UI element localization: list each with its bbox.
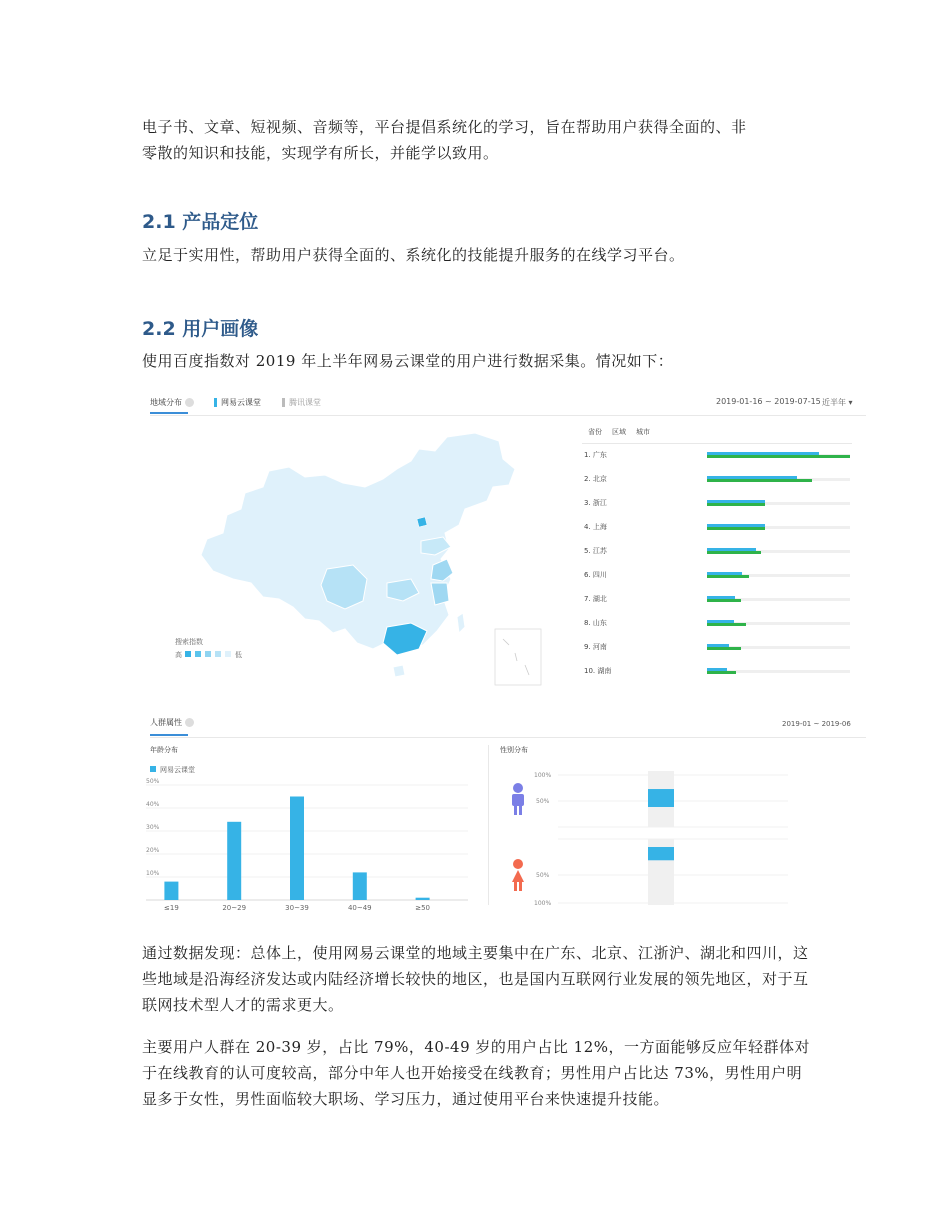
gender-distribution-chart [498,767,808,907]
divider [150,415,866,416]
x-tick-label: 40~49 [347,904,372,912]
legend-swatch [195,651,201,657]
rank-row [582,517,852,537]
rank-label: 7. 湖北 [584,595,607,603]
rank-label: 9. 河南 [584,643,607,651]
section-title-positioning: 2.1 产品定位 [142,211,259,233]
rank-bar-tencent [707,503,765,506]
legend-swatch [215,651,221,657]
rank-label: 8. 山东 [584,619,607,627]
legend-swatch [150,766,156,772]
positioning-text: 立足于实用性，帮助用户获得全面的、系统化的技能提升服务的在线学习平台。 [142,246,685,264]
age-distribution-chart [142,779,472,913]
age-chart-title: 年龄分布 [150,746,178,754]
x-tick-label: ≤19 [164,904,179,912]
intro-line-2: 零散的知识和技能，实现学有所长，并能学以致用。 [142,144,499,162]
age-bar [227,822,241,900]
gender-chart-title: 性别分布 [500,746,528,754]
rank-bar-tencent [707,599,741,602]
rank-tab-province[interactable]: 省份 [588,428,602,436]
help-icon [185,718,194,727]
rank-bar-tencent [707,671,736,674]
tab-crowd-attributes[interactable]: 人群属性 [150,717,194,728]
map-guangdong [383,623,427,655]
rank-row [582,469,852,489]
rank-tab-city[interactable]: 城市 [636,428,650,436]
map-taiwan [457,613,465,633]
date-range: 2019-01-16 ~ 2019-07-15 [716,397,821,406]
rank-bar-tencent [707,623,746,626]
rank-row [582,493,852,513]
map-beijing [417,517,427,527]
map-china-mainland [201,433,515,649]
age-bar [353,872,367,900]
map-hainan [393,665,405,677]
x-tick-label: 30~39 [285,904,309,912]
map-legend-title: 搜索指数 [175,638,203,646]
series-toggle-tencent[interactable]: 腾讯课堂 [282,397,321,408]
y-tick-label: 100% [534,900,552,907]
rank-bar-tencent [707,575,749,578]
persona-text: 使用百度指数对 2019 年上半年网易云课堂的用户进行数据采集。情况如下： [142,352,674,370]
legend-swatch [185,651,191,657]
y-tick-label: 10% [146,870,160,877]
chevron-down-icon: ▾ [848,398,853,407]
male-icon [512,783,524,815]
finding-age-gender: 主要用户人群在 20-39 岁，占比 79%，40-49 岁的用户占比 12%，一方面能够反应年轻群体对于在线教育的认可度较高，部分中年人也开始接受在线教育；男性用户占比达 73%，男性用户明显多于女性，男性面临较大职场、学习压力，通过使用平台来快速提升技能。 [142,1038,811,1108]
y-tick-label: 50% [146,778,160,785]
rank-label: 2. 北京 [584,475,607,483]
region-tab-row [150,393,866,413]
period-select[interactable]: 近半年 ▾ [822,398,853,407]
intro-line-1: 电子书、文章、短视频、音频等，平台提倡系统化的学习，旨在帮助用户获得全面的、非 [142,118,747,136]
rank-row [582,637,852,657]
crowd-date-range: 2019-01 ~ 2019-06 [782,720,851,728]
y-tick-label: 30% [146,824,160,831]
panel-divider [488,745,489,905]
gender-bar-male [648,789,674,807]
rank-label: 4. 上海 [584,523,607,531]
age-bar [164,882,178,900]
finding-region: 通过数据发现：总体上，使用网易云课堂的地域主要集中在广东、北京、江浙沪、湖北和四川，这些地域是沿海经济发达或内陆经济增长较快的地区，也是国内互联网行业发展的领先地区，对于互联网技术型人才的需求更大。 [142,944,809,1014]
rank-label: 3. 浙江 [584,499,607,507]
map-south-sea-inset [495,629,541,685]
y-tick-label: 50% [536,872,550,879]
rank-bar-tencent [707,455,850,458]
rank-label: 6. 四川 [584,571,607,579]
x-tick-label: 20~29 [222,904,247,912]
section-title-persona: 2.2 用户画像 [142,318,259,340]
legend-swatch [225,651,231,657]
baidu-index-screenshot [142,383,868,913]
help-icon [185,398,194,407]
female-icon [512,859,524,891]
series-toggle-wangyi[interactable]: 网易云课堂 [214,397,261,408]
rank-bar-tencent [707,647,741,650]
rank-label: 1. 广东 [584,451,607,459]
rank-row [582,565,852,585]
y-tick-label: 40% [146,801,160,808]
rank-row [582,589,852,609]
rank-label: 5. 江苏 [584,547,607,555]
rank-row [582,445,852,465]
legend-swatch [205,651,211,657]
series-marker-icon [282,398,285,407]
rank-row [582,661,852,681]
divider [150,737,866,738]
age-bar [416,898,430,900]
age-legend: 网易云课堂 [150,765,195,775]
china-map [175,429,562,689]
active-tab-underline [150,412,188,414]
x-tick-label: ≥50 [415,904,430,912]
gender-bar-female [648,847,674,860]
rank-label: 10. 湖南 [584,667,612,675]
map-legend-high: 高 [175,651,182,659]
rank-bar-tencent [707,527,765,530]
y-tick-label: 50% [536,798,550,805]
map-legend-low: 低 [235,651,242,659]
y-tick-label: 20% [146,847,160,854]
active-tab-underline [150,734,188,736]
age-bar [290,797,304,901]
y-tick-label: 100% [534,772,552,779]
rank-row [582,613,852,633]
rank-bar-tencent [707,479,812,482]
rank-tabs [582,421,852,443]
divider [582,443,852,444]
rank-tab-area[interactable]: 区域 [612,428,626,436]
rank-bar-tencent [707,551,761,554]
rank-row [582,541,852,561]
tab-region-distribution[interactable]: 地域分布 [150,397,194,408]
series-marker-icon [214,398,217,407]
